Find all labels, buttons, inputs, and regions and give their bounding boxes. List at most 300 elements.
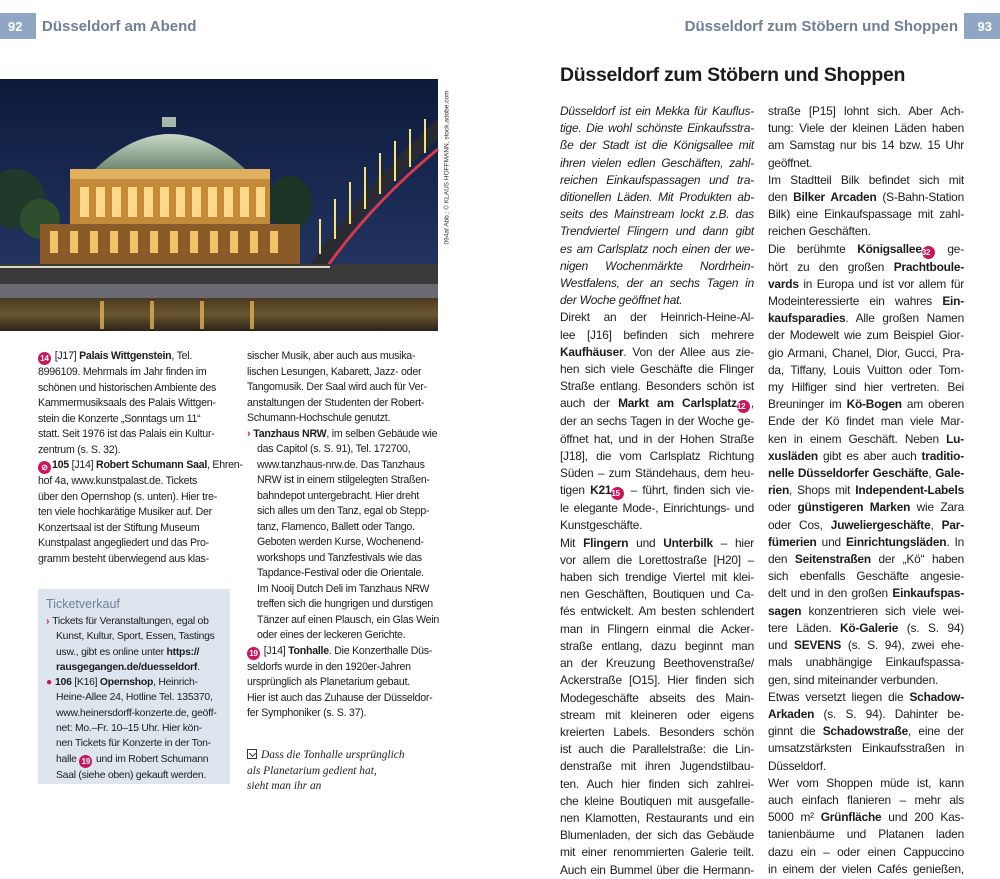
bold-text: 105 <box>52 459 69 471</box>
text-line <box>768 223 964 240</box>
text-line <box>38 443 234 459</box>
text-line <box>768 585 964 602</box>
text-run: an der Kreuzung Beethovenstraße/ <box>560 656 754 671</box>
text-line <box>768 809 964 826</box>
text-line <box>560 258 754 275</box>
text-run: fer Symphoniker (s. S. 37). <box>247 707 367 719</box>
text-line <box>560 361 754 378</box>
text-run: tige. Die wohl schönste Einkaufsstra- <box>560 121 754 136</box>
text-run: geöffnet. <box>768 155 813 170</box>
text-run: und <box>628 535 664 550</box>
text-run: gramm besteht überwiegend aus klas- <box>38 552 209 565</box>
text-line <box>768 637 964 654</box>
text-run: konzentrieren sich viele wei- <box>801 603 964 618</box>
text-run: schönen und historischen Ambiente des <box>38 381 217 394</box>
map-marker-icon: 19 <box>79 755 92 768</box>
text-run: Die berühmte <box>768 241 858 256</box>
text-line <box>247 675 445 691</box>
text-line <box>560 793 754 810</box>
text-run: , im selben Gebäude wie <box>326 427 438 440</box>
text-run: ursprünglich als Planetarium gebaut. <box>247 676 410 688</box>
bold-text: Flingern <box>583 535 629 550</box>
text-run: ken in einem Geschäft. Neben <box>768 431 947 446</box>
text-run: . In <box>946 534 964 549</box>
bold-text: Arkaden <box>768 706 815 721</box>
text-run: gibt es aber auch <box>817 448 922 463</box>
text-line <box>560 535 754 552</box>
text-line <box>768 861 964 878</box>
text-run: in einem der vielen Cafés genießen, <box>768 861 964 876</box>
text-run: Tickets für Veranstaltungen, egal ob <box>52 616 209 627</box>
text-line <box>560 327 754 344</box>
text-line <box>560 844 754 861</box>
text-line <box>560 448 754 465</box>
text-run: bahndepot untergebracht. Hier dreht <box>257 489 420 502</box>
text-line <box>768 689 964 706</box>
bold-text: fümerien <box>768 534 817 549</box>
text-run: NRW ist in einem stilgelegten Straßen- <box>257 474 430 486</box>
bold-text: rien <box>768 483 790 498</box>
text-line <box>768 603 964 620</box>
text-run: stream mit kleineren oder eigens <box>560 707 754 722</box>
text-run: straße entlang, dazu beginnt man <box>560 638 754 653</box>
text-run: reichen Einkaufspassagen und tra- <box>560 172 754 187</box>
bold-text: Palais Wittgenstein <box>79 350 172 362</box>
text-line <box>768 293 964 310</box>
text-line <box>768 465 964 482</box>
text-run: Modegeschäfte abseits des Main- <box>560 690 754 705</box>
bold-text: Einrichtungsläden <box>845 534 947 549</box>
text-run: ditionellen Läden. Mit Produkten ab- <box>560 190 754 205</box>
text-run: , eine der <box>908 724 965 739</box>
text-run: und <box>768 638 795 653</box>
tip-line: Dass die Tonhalle ursprünglich <box>247 748 445 764</box>
text-run: ihren vielen edlen Geschäften, zahl- <box>560 155 754 170</box>
text-run: und im Robert Schumann <box>93 753 209 765</box>
text-run: Modeinteressierte ein wahres <box>768 294 943 309</box>
map-marker-icon: ⊘ <box>38 461 51 474</box>
text-run: Kammermusiksaals des Palais Wittgen- <box>38 397 216 409</box>
text-line <box>560 344 754 361</box>
text-line <box>46 736 224 751</box>
text-line <box>46 752 224 768</box>
tip-note <box>247 748 445 795</box>
text-line <box>560 741 754 758</box>
text-line <box>38 474 234 490</box>
text-line <box>768 517 964 534</box>
bold-text: sagen <box>768 603 802 618</box>
text-run: , <box>928 466 936 481</box>
text-run: , Shops mit <box>789 483 856 498</box>
text-run: [J14] <box>261 644 289 657</box>
text-run: hört zu den großen <box>768 259 894 274</box>
bold-text: Par- <box>941 517 964 532</box>
text-run: fés entwickelt. Am besten schlendert <box>560 604 754 619</box>
text-run: Im Nooij Dutch Deli im Tanzhaus NRW <box>257 582 430 595</box>
bold-text: Tonhalle <box>288 644 329 657</box>
text-run: Wer vom Shoppen müde ist, kann <box>768 775 964 790</box>
bold-text: Seitenstraßen <box>794 552 871 567</box>
bullet-arrow-icon: › <box>247 427 251 440</box>
text-run: Westfalens, der an sechs Tagen in <box>560 276 754 291</box>
bold-text: Königsallee <box>857 241 922 256</box>
text-line <box>46 706 224 721</box>
text-run: in Europa und ist vor allem für <box>798 276 964 291</box>
text-run: Tänzer auf einen Plausch, ein Glas Wein <box>257 613 440 626</box>
text-line <box>46 690 224 705</box>
bold-text: Grünfläche <box>820 810 882 825</box>
text-line <box>560 120 754 137</box>
bold-text: Bilker Arcaden <box>793 190 877 205</box>
text-run: halle <box>56 753 80 765</box>
text-run: ten. Auch hier finden sich zahlrei- <box>560 776 754 791</box>
text-line <box>560 223 754 240</box>
text-line <box>768 775 964 792</box>
text-line <box>46 629 224 644</box>
text-line <box>247 691 445 707</box>
text-run: . Von der Allee aus zie- <box>623 344 754 359</box>
text-line <box>560 707 754 724</box>
text-run: Direkt an der Heinrich-Heine-Al- <box>560 310 754 325</box>
text-line <box>247 582 445 598</box>
text-run: Mit <box>560 535 584 550</box>
text-run: (S-Bahn-Station <box>876 190 964 205</box>
text-line <box>560 241 754 258</box>
bold-text: Unterbilk <box>663 535 713 550</box>
text-run: ge- <box>935 241 964 256</box>
text-run: Geboten werden Kurse, Wochenend- <box>257 536 424 548</box>
text-run: Tapdance-Festival oder die Orientale. <box>257 567 424 579</box>
bold-text: Juweliergeschäfte <box>830 517 931 532</box>
text-run: dazu ein – oder einen Cappuccino <box>768 844 964 859</box>
text-line <box>768 345 964 362</box>
text-run: (s. S. 94). Dahinter be- <box>814 706 964 721</box>
text-line <box>247 597 445 613</box>
text-run: Bilk) eine Einkaufspassage mit zahl- <box>768 207 964 222</box>
text-line <box>38 505 234 521</box>
text-run: ße der Stadt ist die Königsallee mit <box>560 138 754 153</box>
text-run: Düsseldorf. <box>768 758 826 773</box>
text-line <box>768 499 964 516</box>
bold-text: Einkaufspas- <box>892 586 964 601</box>
text-run: reichen Geschäften. <box>768 224 871 239</box>
text-line <box>38 458 243 474</box>
text-line <box>768 534 964 551</box>
text-run: hof 4a, www.kunstpalast.de. Tickets <box>38 475 198 487</box>
text-line <box>247 458 445 474</box>
text-run: . <box>197 661 200 673</box>
bullet-dot-icon: ● <box>46 677 53 689</box>
text-line <box>38 536 234 552</box>
text-line <box>247 442 445 458</box>
text-line <box>247 566 445 582</box>
text-line <box>768 740 964 757</box>
left-running-title: Düsseldorf am Abend <box>42 17 197 35</box>
text-run: , <box>750 396 754 411</box>
text-line <box>768 379 964 396</box>
text-run: [J14] <box>68 459 97 471</box>
left-page-header <box>0 13 202 39</box>
text-line <box>560 378 754 395</box>
right-page-number: 93 <box>964 13 1000 39</box>
text-line <box>560 827 754 844</box>
text-line <box>768 826 964 843</box>
map-marker-icon: 32 <box>922 246 935 259</box>
text-run: lischen Lesungen, Kabarett, Jazz- oder <box>247 365 422 378</box>
text-line <box>560 724 754 741</box>
left-column-2 <box>247 349 445 722</box>
bold-text: SEVENS <box>794 638 842 653</box>
text-line <box>46 660 224 675</box>
text-run: delt und in den großen <box>768 586 893 601</box>
text-line <box>768 206 964 223</box>
tonhalle-illustration <box>0 79 438 331</box>
text-line <box>38 381 234 397</box>
text-run: seits des Mainstream lockt z.B. das <box>560 207 754 222</box>
map-marker-icon: 19 <box>247 647 260 660</box>
text-run: usw., gibt es online unter <box>56 646 167 658</box>
bold-text: kaufsparadies <box>768 311 846 326</box>
text-line <box>560 465 754 482</box>
bold-text: xusläden <box>768 448 818 463</box>
text-line <box>768 723 964 740</box>
text-run: umsatzstärksten Einkaufsstraßen in <box>768 741 964 756</box>
right-running-title: Düsseldorf zum Stöbern und Shoppen <box>684 17 958 35</box>
text-run: Saal (siehe oben) gekauft werden. <box>56 769 207 781</box>
text-line <box>768 758 964 775</box>
text-run: Hier ist auch das Zuhause der Düsseldor- <box>247 691 433 704</box>
map-marker-icon: 12 <box>737 400 750 413</box>
text-line <box>247 473 445 489</box>
bold-text: Lu- <box>946 431 964 446</box>
text-line <box>247 396 445 412</box>
text-line <box>768 259 964 276</box>
text-run: . Alle großen Namen <box>845 311 964 326</box>
text-line <box>768 172 964 189</box>
text-line <box>768 327 964 344</box>
text-run: oder Cos, <box>768 517 831 532</box>
text-run: (s. S. 94), zwei ehe- <box>841 638 965 653</box>
text-line <box>768 568 964 585</box>
text-line <box>247 349 445 365</box>
text-run: kreierten Labels. Besonders schön <box>560 724 754 739</box>
text-run: , Tel. <box>171 350 193 362</box>
text-line <box>768 103 964 120</box>
text-run: der Woche geöffnet hat. <box>560 293 683 308</box>
text-line <box>560 638 754 655</box>
text-run: Ackerstraße [O15]. Hier finden sich <box>560 673 754 688</box>
text-run: Konzertsaal ist der Stiftung Museum <box>38 521 200 534</box>
text-line <box>560 603 754 620</box>
text-run: Blumenladen, der sich das Gebäude <box>560 828 754 843</box>
text-line <box>768 431 964 448</box>
text-run: tigen <box>560 483 591 498</box>
text-run: mals unabhängige Einkaufspassa- <box>768 655 964 670</box>
text-run: oder eines der leckeren Gerichte. <box>257 629 406 641</box>
text-run: Etwas versetzt liegen die <box>768 689 910 704</box>
text-run: 5000 m² <box>768 810 821 825</box>
right-column-2 <box>768 103 964 878</box>
text-run: ist auch die Parallelstraße: die Lin- <box>560 742 754 757</box>
text-line <box>560 395 754 413</box>
text-line <box>560 517 754 534</box>
text-run: straße [P15] lohnt sich. Aber Ach- <box>768 104 964 118</box>
text-run: , Heinrich- <box>153 677 198 689</box>
text-run: le elegante Mode-, Einrichtungs- und <box>560 501 754 516</box>
text-run: nen Tickets für Konzerte in der Ton- <box>56 738 211 750</box>
bold-text: Gale- <box>935 466 964 481</box>
text-run: [K16] <box>71 677 100 689</box>
text-line <box>768 792 964 809</box>
text-line <box>560 413 754 430</box>
text-run: tung: Viele der kleinen Läden haben <box>768 121 964 136</box>
text-run: Tangomusik. Der Saal wird auch für Ver- <box>247 381 427 393</box>
bold-text: Robert Schumann Saal <box>96 459 208 471</box>
text-line <box>38 412 234 428</box>
text-run: den <box>768 190 794 205</box>
text-line <box>46 721 224 736</box>
text-run: (s. S. 94) <box>898 620 964 635</box>
text-line <box>560 482 754 500</box>
text-run: der Modewelt wie zum Beispiel Gior- <box>768 328 964 343</box>
text-run: [J17] <box>52 350 80 362</box>
tip-arrow-icon <box>247 749 257 759</box>
text-line <box>247 380 445 396</box>
text-line <box>560 862 754 879</box>
text-run: gen, sind miteinander verbunden. <box>768 672 939 687</box>
text-run: stein die Konzerte „Sonntags um 11“ <box>38 412 201 425</box>
bold-text: Opernshop <box>99 677 154 689</box>
text-line <box>560 810 754 827</box>
map-marker-icon: 15 <box>611 487 624 500</box>
text-run: gio Armani, Chanel, Dior, Gucci, Pra- <box>768 345 964 360</box>
text-run: 8996109. Mehrmals im Jahr finden im <box>38 366 207 378</box>
text-line <box>560 621 754 638</box>
text-line <box>247 365 445 381</box>
text-line <box>768 413 964 430</box>
text-run: che kleine Boutiquen mit ausgefalle- <box>560 793 754 808</box>
left-column-1 <box>38 349 243 567</box>
text-run: treffen sich die hungrigen und durstigen <box>257 598 433 610</box>
text-line <box>560 172 754 189</box>
bold-text: Kö-Bogen <box>846 397 902 412</box>
text-line <box>560 103 754 120</box>
text-line <box>768 310 964 327</box>
text-run: über den Opernshop (s. unten). Hier tre- <box>38 490 218 503</box>
text-line <box>247 613 445 629</box>
text-line <box>768 137 964 154</box>
text-run: my Hilfiger sind hier vertreten. Bei <box>768 380 964 395</box>
chapter-title: Düsseldorf zum Stöbern und Shoppen <box>560 64 906 86</box>
text-line <box>560 500 754 517</box>
tip-line: als Planetarium gedient hat, <box>247 764 377 777</box>
text-run: nigen Wochenmärkte Nordrhein- <box>560 258 754 273</box>
text-run: Ende der Kö findet man viele Mar- <box>768 414 964 429</box>
text-run: das Capitol (s. S. 91), Tel. 172700, <box>257 443 411 455</box>
text-line <box>247 504 445 520</box>
text-line <box>560 206 754 223</box>
text-line <box>46 675 224 690</box>
text-line <box>768 155 964 172</box>
text-run: zentrum (s. S. 32). <box>38 443 121 456</box>
text-run: Kunstpalast angegliedert und das Pro- <box>38 537 209 549</box>
text-run: sich alles um den Tanz, egal ob Stepp- <box>257 505 430 517</box>
text-run: mit einer renommierten Galerie teilt. <box>560 845 754 860</box>
text-run: ginnt die <box>768 724 823 739</box>
text-run: www.tanzhaus-nrw.de. Das Tanzhaus <box>257 458 425 471</box>
text-run: – hier <box>712 535 754 550</box>
text-line <box>247 660 445 676</box>
text-run: am Samstag nur bis 14 bzw. 15 Uhr <box>768 138 964 153</box>
bold-text: vards <box>768 276 799 291</box>
text-run: Straße entlang. Besonders schön ist <box>560 379 754 394</box>
text-run: Süden – zum Ständehaus, dem heu- <box>560 466 754 481</box>
text-line <box>38 521 234 537</box>
text-line <box>768 120 964 137</box>
text-line <box>560 690 754 707</box>
text-line <box>560 155 754 172</box>
text-run: Schumann-Hochschule genutzt. <box>247 412 391 424</box>
text-line <box>768 396 964 413</box>
text-run: Kunst, Kultur, Sport, Essen, Tastings <box>56 631 215 643</box>
text-line <box>46 645 224 660</box>
text-run: denstraße mit ihren Jugendstilbau- <box>560 759 754 774</box>
text-line <box>560 292 754 309</box>
text-line <box>247 551 445 567</box>
text-run: den <box>768 552 795 567</box>
text-line <box>560 431 754 448</box>
text-line <box>768 482 964 499</box>
map-marker-icon: 14 <box>38 352 51 365</box>
text-run: sich ebenfalls Geschäfte angesie- <box>768 569 964 584</box>
text-line <box>768 672 964 689</box>
text-line <box>560 137 754 154</box>
text-run: vor allem die Lorettostraße [H20] – <box>560 552 754 567</box>
text-line <box>38 349 234 365</box>
text-line <box>560 672 754 689</box>
text-run: tere Läden. <box>768 620 841 635</box>
ticket-info-box <box>38 589 230 784</box>
text-line <box>768 654 964 671</box>
tip-line: sieht man ihr an <box>247 780 322 792</box>
right-column-1 <box>560 103 754 879</box>
bold-text: Schadowstraße <box>822 724 908 739</box>
bold-text: rausgegangen.de/duesseldorf <box>56 661 198 673</box>
ticket-box-title: Ticketverkauf <box>46 597 120 611</box>
text-run: lee [J16] befinden sich mehrere <box>560 327 754 342</box>
bold-text: K21 <box>590 483 612 498</box>
photo-credit: 094af Abb.: © KLAUS HOFFMANN, stock.adobe.com <box>443 90 451 245</box>
text-run: www.heinersdorff-konzerte.de, geöff- <box>56 707 217 719</box>
text-run: nen Klamotten, Restaurants und ein <box>560 810 754 825</box>
text-run: da, Tiffany, Louis Vuitton oder Tom- <box>768 362 964 377</box>
text-run: haben sich trendige Viertel mit klei- <box>560 570 754 585</box>
text-line <box>38 365 234 381</box>
text-run: Kunstgeschäfte. <box>560 518 643 533</box>
text-run: anstaltungen der Studenten der Robert- <box>247 396 425 409</box>
text-run: [J18], die vom Carlsplatz Richtung <box>560 448 754 463</box>
text-line <box>560 552 754 569</box>
bold-text: Markt am Carlsplatz <box>618 396 737 411</box>
text-line <box>247 706 445 722</box>
text-line <box>560 309 754 326</box>
text-line <box>46 614 224 629</box>
text-run: auch der <box>560 396 619 411</box>
text-line <box>560 586 754 603</box>
text-run: – führt, finden sich vie- <box>625 483 755 498</box>
ticket-box-body <box>46 614 224 783</box>
text-line <box>768 189 964 206</box>
